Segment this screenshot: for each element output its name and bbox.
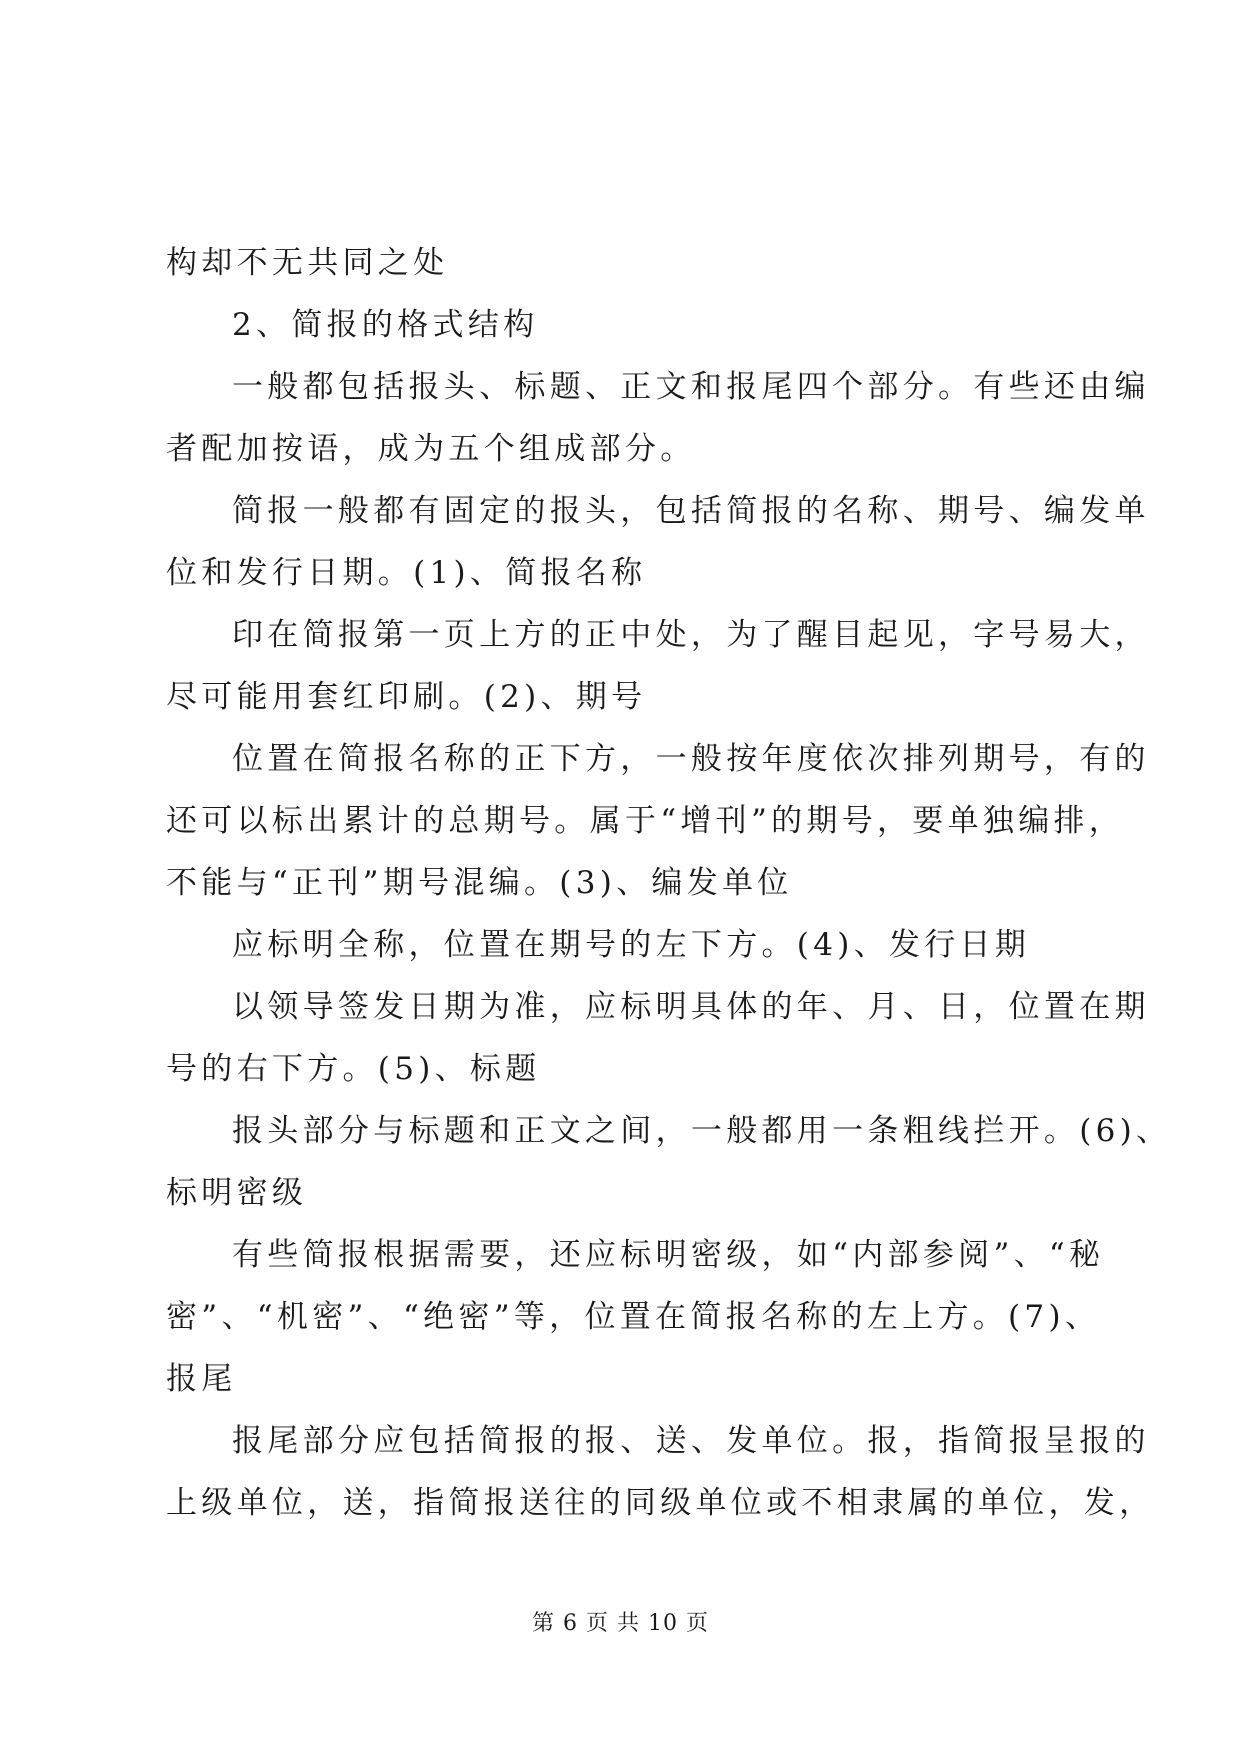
text-line: 报尾部分应包括简报的报、送、发单位。报，指简报呈报的 — [232, 1423, 1150, 1459]
text-line: 不能与“正刊”期号混编。(3)、编发单位 — [166, 865, 793, 901]
text-line: 还可以标出累计的总期号。属于“增刊”的期号，要单独编排， — [166, 803, 1125, 839]
text-line: 号的右下方。(5)、标题 — [166, 1051, 541, 1087]
text-line: 位置在简报名称的正下方，一般按年度依次排列期号，有的 — [232, 741, 1150, 777]
text-line: 简报一般都有固定的报头，包括简报的名称、期号、编发单 — [232, 493, 1150, 529]
text-line: 以领导签发日期为准，应标明具体的年、月、日，位置在期 — [232, 989, 1150, 1025]
body-text — [166, 232, 1172, 1534]
text-line: 标明密级 — [166, 1175, 308, 1211]
text-line: 上级单位，送，指简报送往的同级单位或不相隶属的单位，发， — [166, 1485, 1155, 1521]
page-footer: 第 6 页 共 10 页 — [532, 1611, 709, 1636]
text-line: 一般都包括报头、标题、正文和报尾四个部分。有些还由编 — [232, 369, 1150, 405]
text-line: 密”、“机密”、“绝密”等，位置在简报名称的左上方。(7)、 — [166, 1299, 1101, 1335]
text-line: 者配加按语，成为五个组成部分。 — [166, 431, 696, 467]
text-line: 有些简报根据需要，还应标明密级，如“内部参阅”、“秘 — [232, 1237, 1105, 1273]
text-line: 2、简报的格式结构 — [232, 307, 539, 343]
text-line: 位和发行日期。(1)、简报名称 — [166, 555, 647, 591]
text-line: 报尾 — [166, 1361, 237, 1397]
text-line: 印在简报第一页上方的正中处，为了醒目起见，字号易大， — [232, 617, 1150, 653]
text-line: 应标明全称，位置在期号的左下方。(4)、发行日期 — [232, 927, 1031, 963]
text-line: 报头部分与标题和正文之间，一般都用一条粗线拦开。(6)、 — [232, 1113, 1172, 1149]
text-line: 尽可能用套红印刷。(2)、期号 — [166, 679, 647, 715]
text-line: 构却不无共同之处 — [166, 245, 449, 281]
